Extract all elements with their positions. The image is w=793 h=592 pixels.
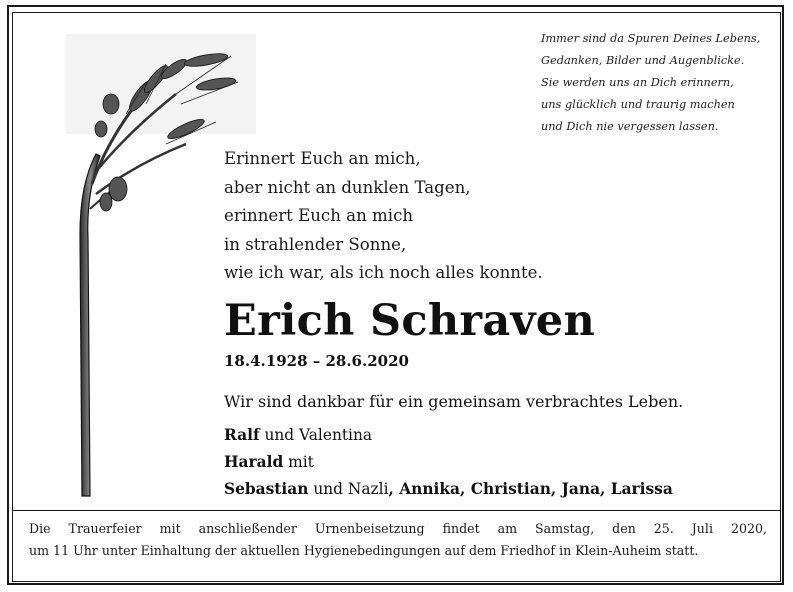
poem-verse: [224, 145, 584, 288]
motto-line: Gedanken, Bilder und Augenblicke.: [541, 54, 745, 67]
thanks-line: Wir sind dankbar für ein gemeinsam verbrachtes Leben.: [224, 392, 684, 411]
motto-line: Immer sind da Spuren Deines Lebens,: [541, 32, 761, 45]
poem-line: Erinnert Euch an mich,: [224, 149, 421, 168]
family-name: und Valentina: [259, 426, 373, 444]
motto-line: und Dich nie vergessen lassen.: [541, 120, 719, 133]
family-name: und Nazli: [308, 480, 389, 498]
poem-line: in strahlender Sonne,: [224, 234, 407, 254]
motto-verse: [541, 28, 779, 138]
funeral-notice-line: um 11 Uhr unter Einhaltung der aktuellen Hygienebedingungen auf dem Friedhof in Klein-Auheim statt.: [29, 543, 699, 558]
family-signatures: [224, 422, 673, 503]
family-name: mit: [283, 453, 314, 471]
footer-divider: [13, 510, 780, 511]
poem-line: erinnert Euch an mich: [224, 206, 414, 226]
motto-line: uns glücklich und traurig machen: [541, 98, 735, 111]
funeral-notice: [29, 518, 767, 562]
family-line: [224, 476, 673, 503]
deceased-name: Erich Schraven: [224, 296, 596, 346]
motto-line: Sie werden uns an Dich erinnern,: [541, 76, 734, 89]
funeral-notice-line: Die Trauerfeier mit anschließender Urnenbeisetzung findet am Samstag, den 25. Juli 2020,: [29, 521, 767, 536]
family-line: [224, 449, 673, 476]
family-name-bold: , Annika, Christian, Jana, Larissa: [388, 480, 673, 498]
poem-line: wie ich war, als ich noch alles konnte.: [224, 263, 543, 283]
family-name-bold: Harald: [224, 453, 284, 471]
life-dates: 18.4.1928 – 28.6.2020: [224, 352, 409, 370]
family-line: [224, 422, 673, 449]
poem-line: aber nicht an dunklen Tagen,: [224, 177, 471, 197]
family-name-bold: Ralf: [224, 426, 260, 444]
family-name-bold: Sebastian: [224, 480, 309, 498]
